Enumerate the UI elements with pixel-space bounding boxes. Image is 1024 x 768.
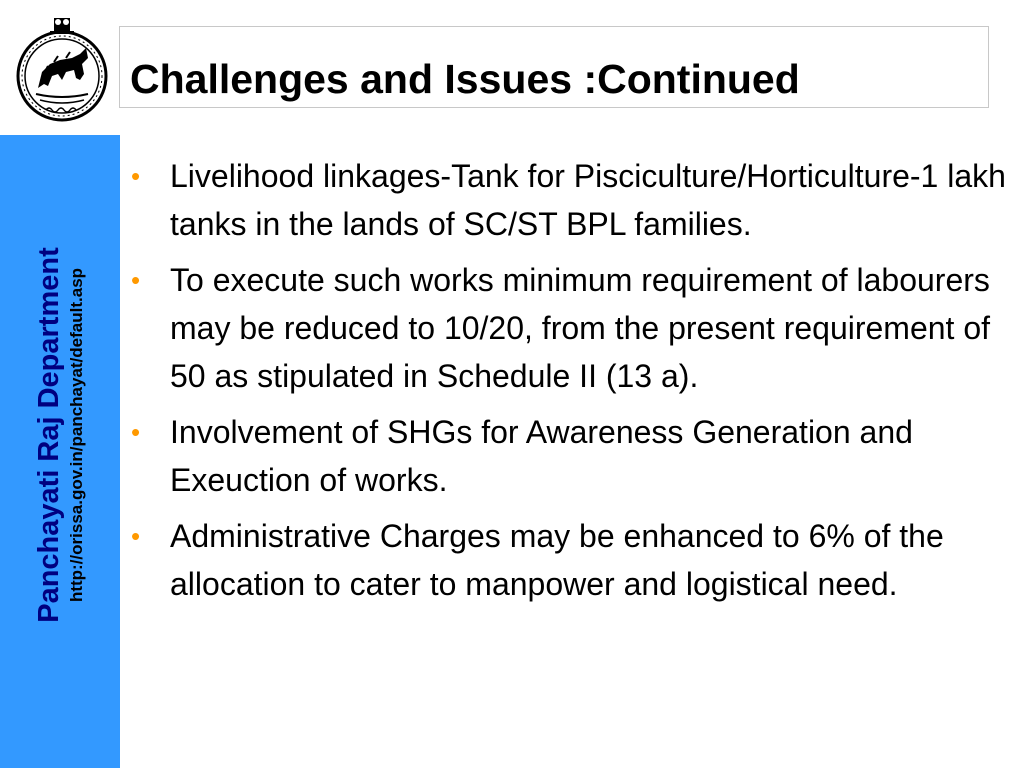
bullet-item	[128, 512, 1008, 608]
bullet-text: To execute such works minimum requirement of labourers may be reduced to 10/20, from the present requirement of 50 as stipulated in Schedule II (13 a).	[170, 262, 991, 394]
bullet-item	[128, 256, 1008, 400]
bullet-marker-icon: •	[131, 521, 141, 551]
title-box	[119, 26, 989, 108]
bullet-item	[128, 152, 1008, 248]
bullet-text: Administrative Charges may be enhanced to 6% of the allocation to cater to manpower and logistical need.	[170, 518, 944, 602]
bullet-text: Livelihood linkages-Tank for Pisciculture/Horticulture-1 lakh tanks in the lands of SC/ST BPL families.	[170, 158, 1006, 242]
bullet-marker-icon: •	[131, 161, 141, 191]
bullet-list	[128, 152, 1008, 608]
odisha-state-emblem-icon	[14, 14, 110, 126]
slide-content	[128, 152, 1008, 616]
department-url: http://orissa.gov.in/panchayat/default.asp	[67, 267, 86, 603]
department-name: Panchayati Raj Department	[33, 247, 65, 623]
bullet-marker-icon: •	[131, 417, 141, 447]
sidebar-vertical-text	[32, 247, 88, 623]
sidebar	[0, 135, 120, 768]
slide-title: Challenges and Issues :Continued	[130, 56, 800, 102]
bullet-item	[128, 408, 1008, 504]
bullet-text: Involvement of SHGs for Awareness Generation and Exeuction of works.	[170, 414, 913, 498]
bullet-marker-icon: •	[131, 265, 141, 295]
